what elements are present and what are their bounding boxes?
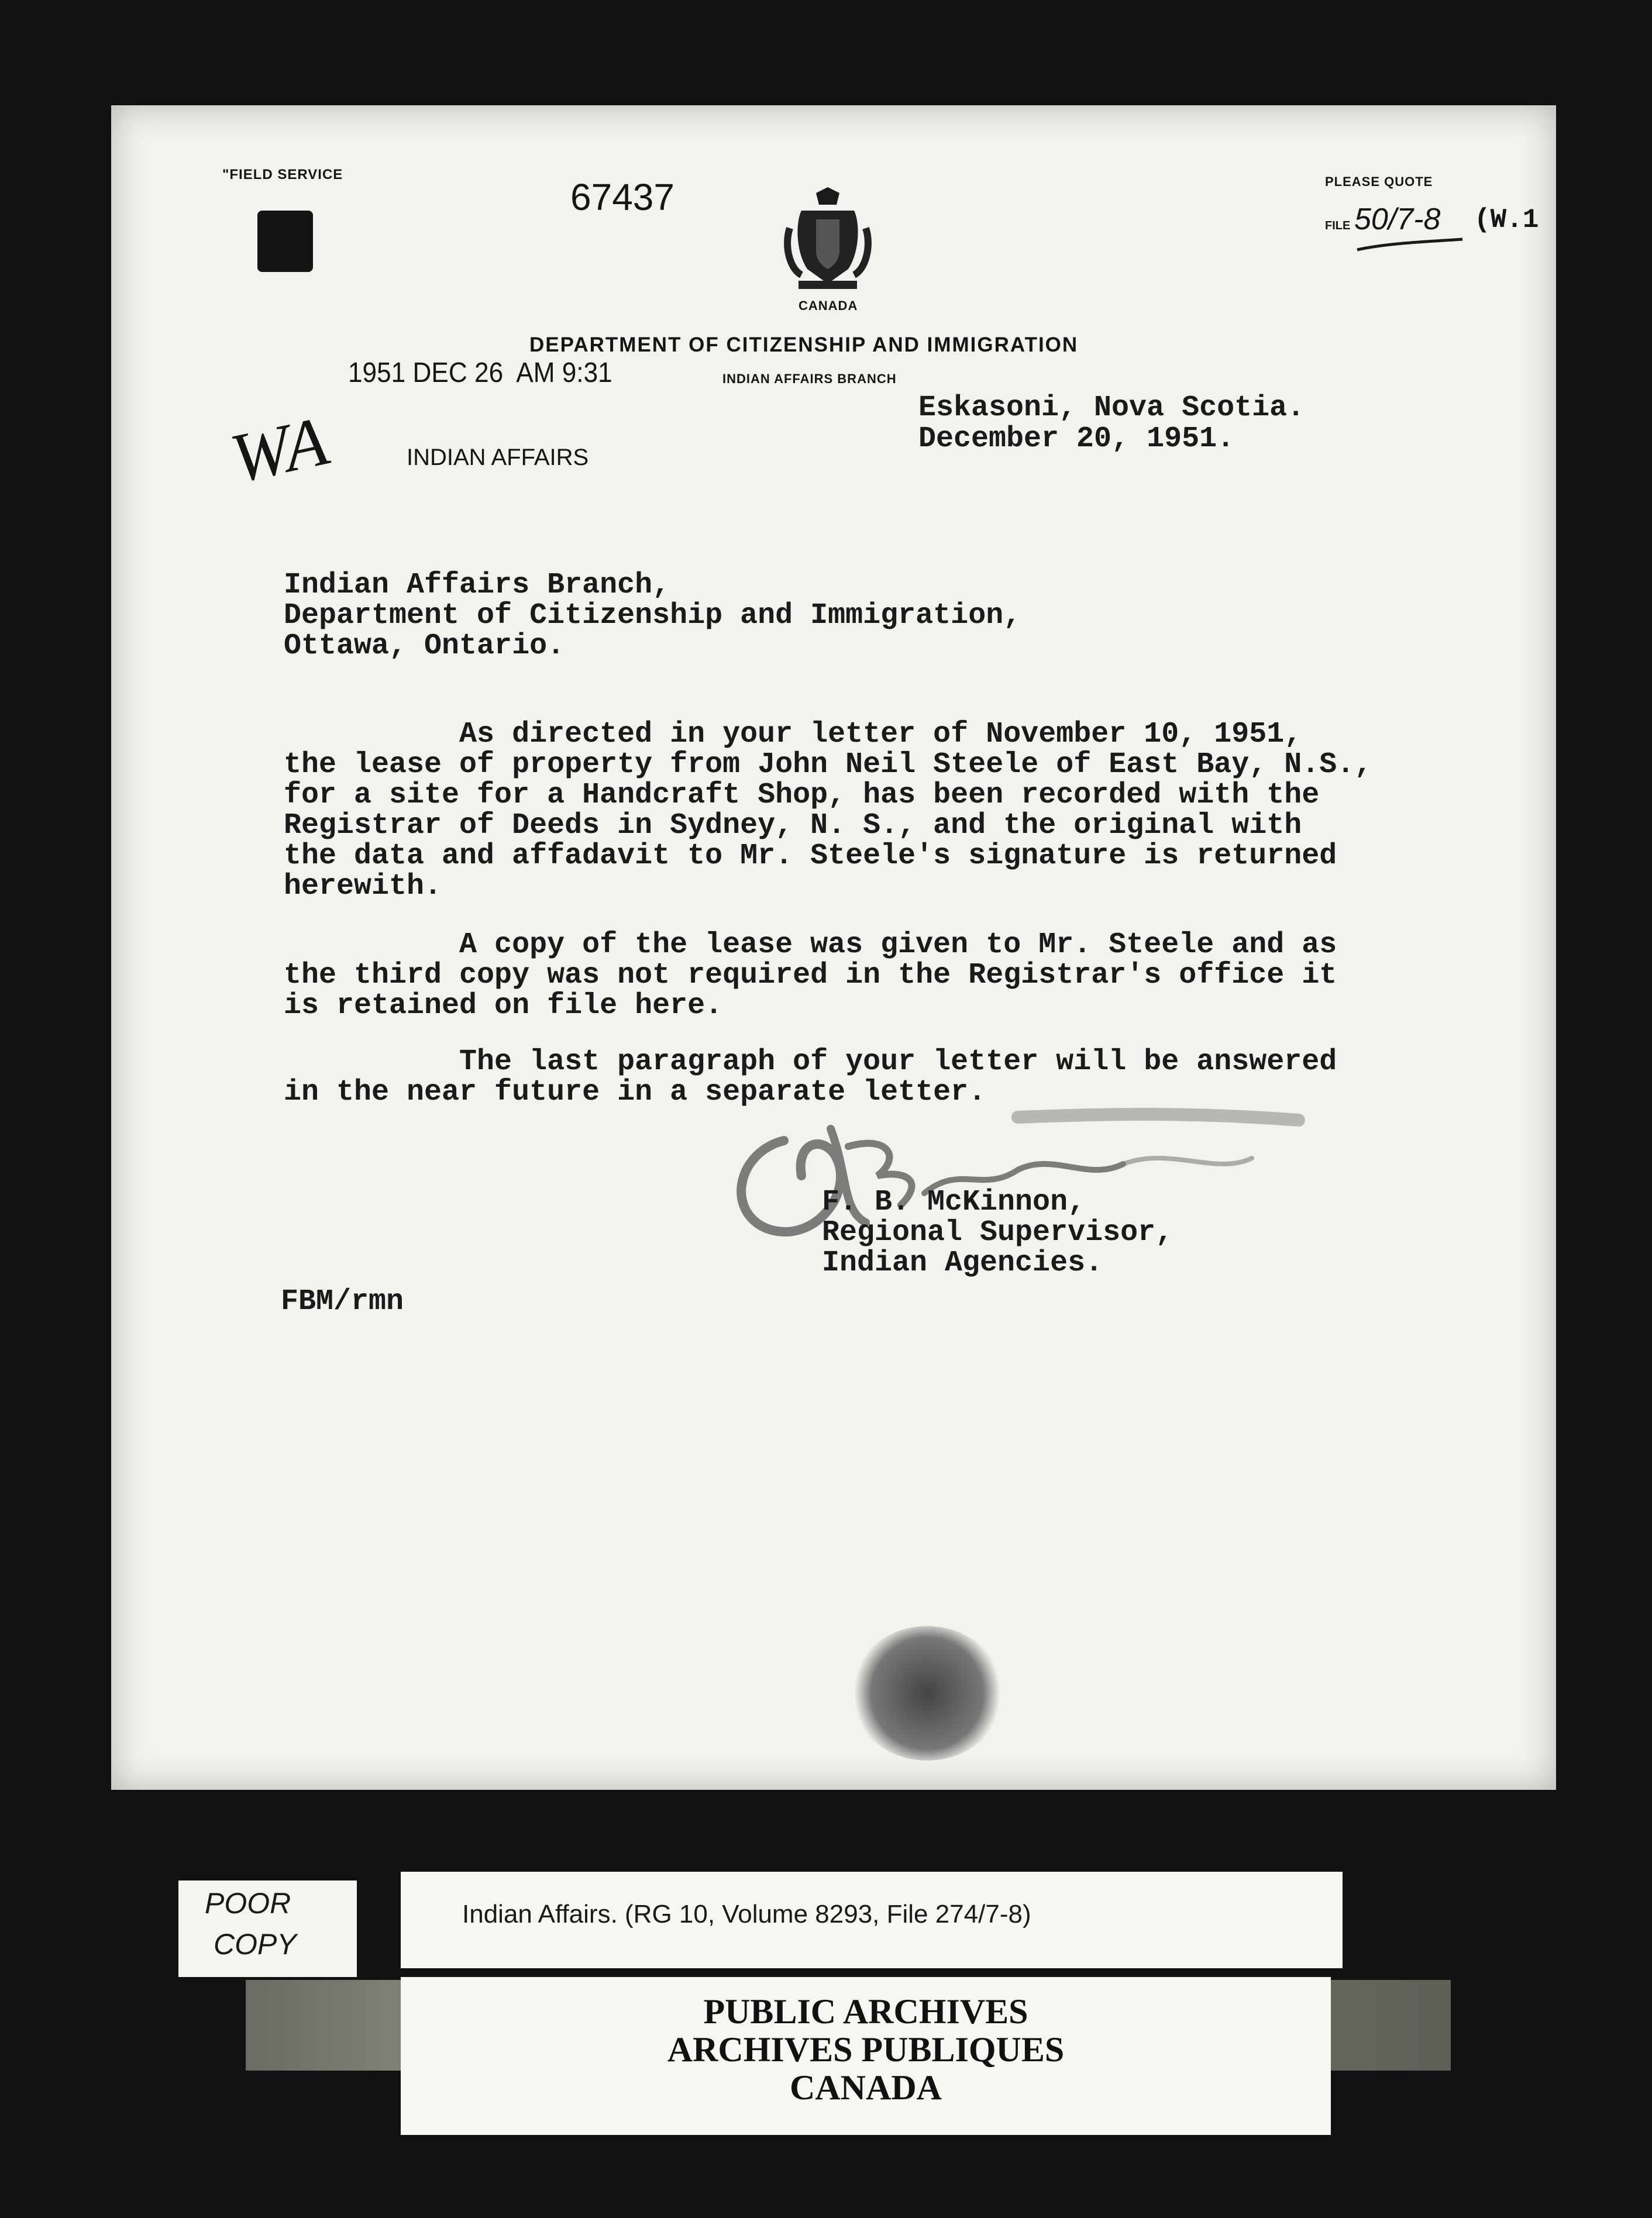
- body-line: As directed in your letter of November 10, 1951,: [284, 718, 1302, 751]
- seal-blot: [851, 1626, 1003, 1761]
- field-service-label: "FIELD SERVICE: [222, 167, 343, 182]
- poor-copy-tag: [178, 1881, 357, 1977]
- punch-hole-mark: [257, 211, 313, 272]
- body-line: the data and affadavit to Mr. Steele's signature is returned: [284, 839, 1337, 873]
- date-line: December 20, 1951.: [918, 422, 1235, 456]
- archives-label: [401, 1977, 1331, 2135]
- archives-label-line: ARCHIVES PUBLIQUES: [667, 2030, 1065, 2069]
- canada-label: CANADA: [799, 298, 858, 313]
- poor-copy-line: COPY: [214, 1928, 297, 1961]
- body-line: is retained on file here.: [284, 989, 723, 1022]
- branch-heading: INDIAN AFFAIRS BRANCH: [722, 371, 897, 386]
- address-line: Department of Citizenship and Immigration,: [284, 599, 1021, 632]
- address-line: Ottawa, Ontario.: [284, 629, 565, 663]
- archives-label-line: PUBLIC ARCHIVES: [703, 1992, 1028, 2031]
- department-heading: DEPARTMENT OF CITIZENSHIP AND IMMIGRATION: [529, 333, 1079, 356]
- file-underline-stroke: [1354, 237, 1465, 254]
- body-line: in the near future in a separate letter.: [284, 1076, 986, 1109]
- body-line: The last paragraph of your letter will be answered: [284, 1045, 1337, 1079]
- signature-block: [822, 1187, 1173, 1279]
- citation-strip: [401, 1872, 1343, 1968]
- recipient-address: [284, 570, 1021, 662]
- place-line: Eskasoni, Nova Scotia.: [918, 391, 1305, 425]
- please-quote-label: PLEASE QUOTE: [1325, 174, 1433, 189]
- file-suffix: (W.1: [1474, 205, 1539, 235]
- body-line: Registrar of Deeds in Sydney, N. S., and the original with: [284, 809, 1302, 842]
- file-number: 50/7-8: [1354, 202, 1441, 236]
- signatory-title: Regional Supervisor,: [822, 1216, 1173, 1249]
- archives-label-line: CANADA: [790, 2068, 942, 2107]
- body-line: herewith.: [284, 870, 442, 903]
- signatory-office: Indian Agencies.: [822, 1246, 1103, 1280]
- paragraph-1: [284, 719, 1372, 902]
- paragraph-3: [284, 1047, 1337, 1108]
- reference-initials: FBM/rmn: [281, 1285, 404, 1318]
- file-prefix: FILE: [1325, 219, 1351, 232]
- coat-of-arms-icon: [784, 187, 872, 292]
- indian-affairs-stamp: INDIAN AFFAIRS: [407, 445, 589, 470]
- address-line: Indian Affairs Branch,: [284, 569, 670, 602]
- signatory-name: F. B. McKinnon,: [822, 1186, 1086, 1219]
- paragraph-2: [284, 930, 1337, 1021]
- document-number: 67437: [570, 176, 674, 218]
- body-line: for a site for a Handcraft Shop, has been recorded with the: [284, 779, 1320, 812]
- poor-copy-line: POOR: [205, 1887, 291, 1920]
- body-line: the lease of property from John Neil Steele of East Bay, N.S.,: [284, 748, 1372, 781]
- handwritten-initials: WA: [223, 401, 335, 498]
- archive-citation: Indian Affairs. (RG 10, Volume 8293, File 274/7-8): [462, 1900, 1031, 1928]
- body-line: A copy of the lease was given to Mr. Steele and as: [284, 928, 1337, 962]
- letter-page: [111, 105, 1556, 1790]
- body-line: the third copy was not required in the Registrar's office it: [284, 959, 1337, 992]
- received-date-stamp: 1951 DEC 26 AM 9:31: [348, 357, 612, 388]
